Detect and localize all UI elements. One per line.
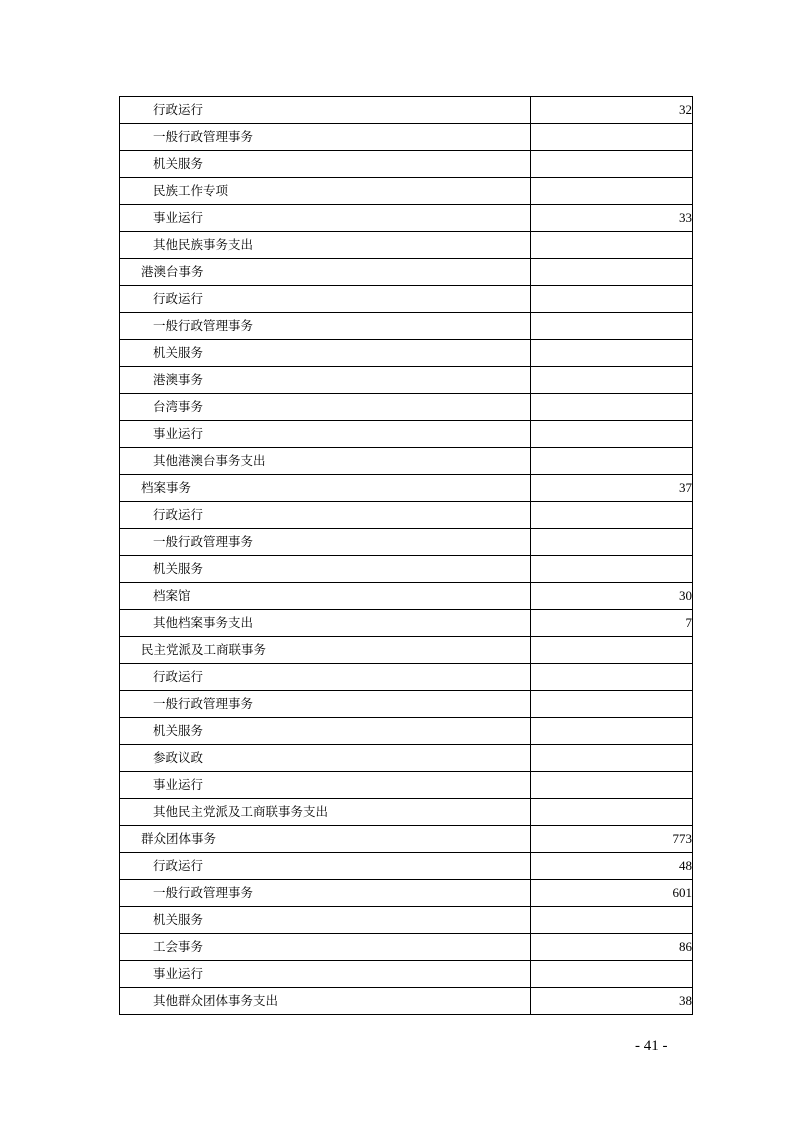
amount-cell bbox=[531, 772, 693, 799]
amount-cell bbox=[531, 448, 693, 475]
item-name-cell: 行政运行 bbox=[120, 664, 531, 691]
table-row bbox=[120, 880, 693, 907]
category-name-cell: 群众团体事务 bbox=[120, 826, 531, 853]
item-name-cell: 行政运行 bbox=[120, 502, 531, 529]
amount-cell bbox=[531, 907, 693, 934]
table-row bbox=[120, 313, 693, 340]
amount-cell bbox=[531, 259, 693, 286]
amount-cell: 33 bbox=[531, 205, 693, 232]
table-row bbox=[120, 610, 693, 637]
amount-cell: 86 bbox=[531, 934, 693, 961]
table-row bbox=[120, 259, 693, 286]
table-row bbox=[120, 475, 693, 502]
item-name-cell: 档案馆 bbox=[120, 583, 531, 610]
item-name-cell: 行政运行 bbox=[120, 853, 531, 880]
amount-cell: 601 bbox=[531, 880, 693, 907]
amount-cell bbox=[531, 151, 693, 178]
amount-cell: 38 bbox=[531, 988, 693, 1015]
item-name-cell: 其他档案事务支出 bbox=[120, 610, 531, 637]
item-name-cell: 事业运行 bbox=[120, 205, 531, 232]
table-row bbox=[120, 340, 693, 367]
item-name-cell: 港澳事务 bbox=[120, 367, 531, 394]
table-row bbox=[120, 286, 693, 313]
item-name-cell: 一般行政管理事务 bbox=[120, 124, 531, 151]
expenditure-table bbox=[119, 96, 693, 1015]
item-name-cell: 其他港澳台事务支出 bbox=[120, 448, 531, 475]
amount-cell bbox=[531, 286, 693, 313]
item-name-cell: 一般行政管理事务 bbox=[120, 529, 531, 556]
table-row bbox=[120, 934, 693, 961]
table-row bbox=[120, 826, 693, 853]
table-row bbox=[120, 205, 693, 232]
amount-cell bbox=[531, 394, 693, 421]
item-name-cell: 其他群众团体事务支出 bbox=[120, 988, 531, 1015]
category-name-cell: 港澳台事务 bbox=[120, 259, 531, 286]
item-name-cell: 一般行政管理事务 bbox=[120, 691, 531, 718]
amount-cell bbox=[531, 178, 693, 205]
item-name-cell: 事业运行 bbox=[120, 961, 531, 988]
amount-cell: 7 bbox=[531, 610, 693, 637]
item-name-cell: 其他民主党派及工商联事务支出 bbox=[120, 799, 531, 826]
amount-cell bbox=[531, 313, 693, 340]
amount-cell bbox=[531, 637, 693, 664]
table-row bbox=[120, 421, 693, 448]
table-row bbox=[120, 232, 693, 259]
amount-cell bbox=[531, 502, 693, 529]
table-row bbox=[120, 799, 693, 826]
table-row bbox=[120, 448, 693, 475]
table-row bbox=[120, 124, 693, 151]
amount-cell bbox=[531, 232, 693, 259]
table-row bbox=[120, 907, 693, 934]
item-name-cell: 机关服务 bbox=[120, 340, 531, 367]
table-row bbox=[120, 745, 693, 772]
item-name-cell: 机关服务 bbox=[120, 718, 531, 745]
item-name-cell: 事业运行 bbox=[120, 772, 531, 799]
item-name-cell: 台湾事务 bbox=[120, 394, 531, 421]
table-row bbox=[120, 691, 693, 718]
item-name-cell: 一般行政管理事务 bbox=[120, 313, 531, 340]
amount-cell bbox=[531, 718, 693, 745]
table-row bbox=[120, 502, 693, 529]
table-row bbox=[120, 772, 693, 799]
amount-cell: 30 bbox=[531, 583, 693, 610]
item-name-cell: 参政议政 bbox=[120, 745, 531, 772]
table-row bbox=[120, 178, 693, 205]
amount-cell bbox=[531, 799, 693, 826]
item-name-cell: 机关服务 bbox=[120, 556, 531, 583]
amount-cell: 48 bbox=[531, 853, 693, 880]
table-row bbox=[120, 97, 693, 124]
item-name-cell: 行政运行 bbox=[120, 286, 531, 313]
amount-cell bbox=[531, 529, 693, 556]
category-name-cell: 民主党派及工商联事务 bbox=[120, 637, 531, 664]
table-row bbox=[120, 961, 693, 988]
amount-cell bbox=[531, 691, 693, 718]
amount-cell bbox=[531, 367, 693, 394]
table-body bbox=[120, 97, 693, 1015]
table-row bbox=[120, 988, 693, 1015]
item-name-cell: 机关服务 bbox=[120, 907, 531, 934]
category-name-cell: 档案事务 bbox=[120, 475, 531, 502]
item-name-cell: 一般行政管理事务 bbox=[120, 880, 531, 907]
item-name-cell: 机关服务 bbox=[120, 151, 531, 178]
table-row bbox=[120, 151, 693, 178]
amount-cell bbox=[531, 556, 693, 583]
page-number: - 41 - bbox=[635, 1038, 668, 1054]
table-row bbox=[120, 394, 693, 421]
item-name-cell: 事业运行 bbox=[120, 421, 531, 448]
amount-cell bbox=[531, 124, 693, 151]
amount-cell: 32 bbox=[531, 97, 693, 124]
item-name-cell: 其他民族事务支出 bbox=[120, 232, 531, 259]
table-row bbox=[120, 556, 693, 583]
amount-cell bbox=[531, 664, 693, 691]
item-name-cell: 民族工作专项 bbox=[120, 178, 531, 205]
table-row bbox=[120, 853, 693, 880]
amount-cell: 37 bbox=[531, 475, 693, 502]
table-row bbox=[120, 637, 693, 664]
amount-cell: 773 bbox=[531, 826, 693, 853]
table-row bbox=[120, 367, 693, 394]
table-row bbox=[120, 529, 693, 556]
amount-cell bbox=[531, 745, 693, 772]
table-row bbox=[120, 583, 693, 610]
table-row bbox=[120, 718, 693, 745]
amount-cell bbox=[531, 421, 693, 448]
item-name-cell: 行政运行 bbox=[120, 97, 531, 124]
amount-cell bbox=[531, 340, 693, 367]
table-row bbox=[120, 664, 693, 691]
item-name-cell: 工会事务 bbox=[120, 934, 531, 961]
amount-cell bbox=[531, 961, 693, 988]
